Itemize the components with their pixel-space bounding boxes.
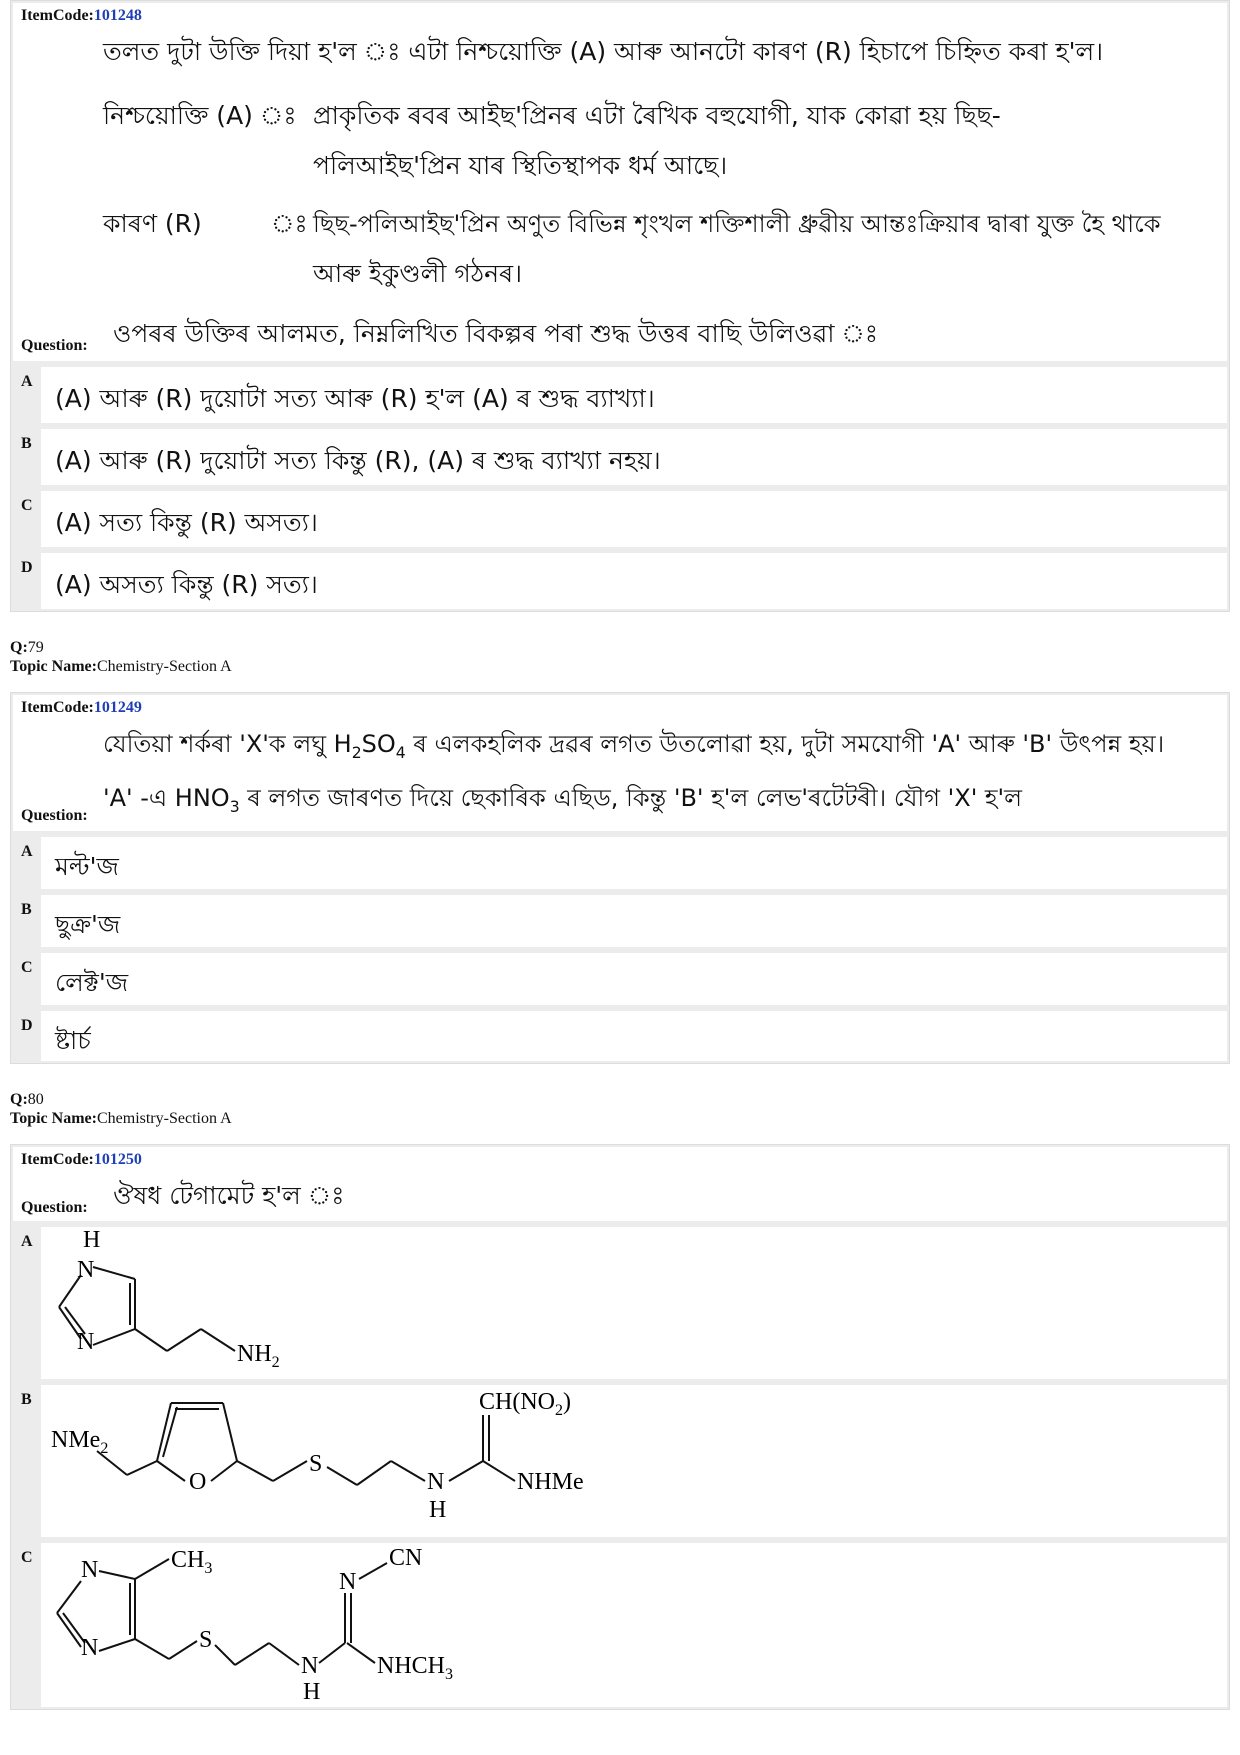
option-letter: B [21,901,32,918]
topic-name: Topic Name:Chemistry-Section A [10,1110,232,1127]
option-letter: A [21,843,33,860]
option-text: (A) সত্য কিন্তু (R) অসত্য। [55,508,318,537]
question-meta-q79 [0,638,1240,676]
label-n2: N [81,1635,99,1661]
label-nhme: NHMe [517,1469,584,1495]
reason-label: কাৰণ (R) [103,209,202,238]
item-code: ItemCode:101249 [21,699,142,716]
label-ch-no2: $CH(NO_2)$ [479,1389,571,1419]
option-d[interactable] [11,1009,1229,1063]
label-n1: N [81,1557,99,1583]
stem-line-1: যেতিয়া শৰ্কৰা 'X'ক লঘু $H_2SO_4$ ৰ এলকহলিক দ্ৰৱৰ লগত উতলোৱা হয়, দুটা সমযোগী 'A' আৰু 'B' উৎপন্ন হয়। [103,730,1165,762]
option-text: ছুক্ৰ'জ [55,910,121,939]
label-s: S [309,1451,323,1477]
option-letter: D [21,559,33,576]
question-stem [11,1145,1229,1223]
label-nme2: NMe$_2$ [51,1427,109,1457]
option-text: লেক্ট'জ [55,968,129,997]
label-h: H [303,1679,321,1705]
option-text: ষ্টাৰ্চ [55,1026,91,1055]
label-nh2: $NH_2$ [237,1341,280,1371]
option-letter: C [21,959,33,976]
structure-bonds [97,1403,515,1485]
label-n3: N [301,1653,319,1679]
option-letter: A [21,373,33,390]
label-n1: N [77,1257,95,1283]
option-text: (A) অসত্য কিন্তু (R) সত্য। [55,570,318,599]
option-text: (A) আৰু (R) দুয়োটা সত্য কিন্তু (R), (A) ৰ শুদ্ধ ব্যাখ্যা নহয়। [55,446,661,475]
stem-line-2: 'A' -এ $HNO_3$ ৰ লগত জাৰণত দিয়ে ছেকাৰিক এছিড, কিন্তু 'B' হ'ল লেভ'ৰটেটৰী। যৌগ 'X' হ'ল [103,784,1023,816]
label-h: H [83,1227,101,1253]
option-letter: C [21,1549,33,1566]
question-text: ওপৰৰ উক্তিৰ আলমত, নিম্নলিখিত বিকল্পৰ পৰা শুদ্ধ উত্তৰ বাছি উলিওৱা ঃ [113,319,879,348]
reason-colon: ঃ [271,209,308,238]
item-code: ItemCode:101250 [21,1151,142,1168]
question-card-q80 [10,1144,1230,1710]
label-ch3: $CH_3$ [171,1547,213,1577]
question-meta-q80 [0,1090,1240,1128]
item-code-value: 101249 [93,699,142,716]
option-c[interactable] [11,951,1229,1007]
question-label: Question: [21,1199,88,1216]
label-cn: CN [389,1545,423,1571]
assertion-line-1: প্ৰাকৃতিক ৰবৰ আইছ'প্ৰিনৰ এটা ৰৈখিক বহুযোগী, যাক কোৱা হয় ছিছ- [313,101,1001,130]
structure-option-b [41,1385,661,1537]
question-text: ঔষধ টেগামেট হ'ল ঃ [113,1181,345,1210]
option-letter: A [21,1233,33,1250]
question-card-q79 [10,692,1230,1064]
option-a[interactable] [11,365,1229,425]
label-n4: N [339,1569,357,1595]
reason-line-2: আৰু ইকুণ্ডলী গঠনৰ। [313,259,523,288]
reason-line-1: ছিছ-পলিআইছ'প্ৰিন অণুত বিভিন্ন শৃংখল শক্তিশালী ধ্ৰুৱীয় আন্তঃক্ৰিয়াৰ দ্বাৰা যুক্ত হৈ থাকে [313,210,1161,238]
item-code-value: 101248 [93,7,142,24]
option-c[interactable] [11,489,1229,549]
structure-bonds [57,1559,387,1665]
option-b[interactable] [11,893,1229,949]
option-letter: C [21,497,33,514]
option-a[interactable] [11,1225,1229,1381]
question-stem [11,693,1229,833]
item-code: ItemCode:101248 [21,7,142,24]
label-nhch3: $NHCH_3$ [377,1653,454,1683]
option-d[interactable] [11,551,1229,611]
label-n: N [427,1469,445,1495]
item-code-value: 101250 [93,1151,142,1168]
option-b[interactable] [11,427,1229,487]
option-text: মল্ট'জ [55,852,119,881]
option-b[interactable] [11,1383,1229,1539]
intro-text: তলত দুটা উক্তি দিয়া হ'ল ঃ এটা নিশ্চয়োক্তি (A) আৰু আনটো কাৰণ (R) হিচাপে চিহ্নিত কৰা হ'ল। [103,37,1104,66]
label-s: S [199,1627,213,1653]
question-card-q78 [10,0,1230,612]
label-o: O [189,1469,207,1495]
structure-option-c [41,1543,521,1705]
option-letter: B [21,1391,32,1408]
question-label: Question: [21,807,88,824]
option-letter: B [21,435,32,452]
option-text: (A) আৰু (R) দুয়োটা সত্য আৰু (R) হ'ল (A) ৰ শুদ্ধ ব্যাখ্যা। [55,384,655,413]
assertion-label: নিশ্চয়োক্তি (A) ঃ [103,101,297,130]
assertion-line-2: পলিআইছ'প্ৰিন যাৰ স্থিতিস্থাপক ধৰ্ম আছে। [313,151,728,180]
question-number: Q:79 [10,639,44,656]
question-label: Question: [21,337,88,354]
structure-option-a [41,1227,441,1379]
option-c[interactable] [11,1541,1229,1709]
question-number: Q:80 [10,1091,44,1108]
option-letter: D [21,1017,33,1034]
question-stem [11,1,1229,363]
topic-name: Topic Name:Chemistry-Section A [10,658,232,675]
option-a[interactable] [11,835,1229,891]
label-h: H [429,1497,447,1523]
label-n2: N [77,1329,95,1355]
